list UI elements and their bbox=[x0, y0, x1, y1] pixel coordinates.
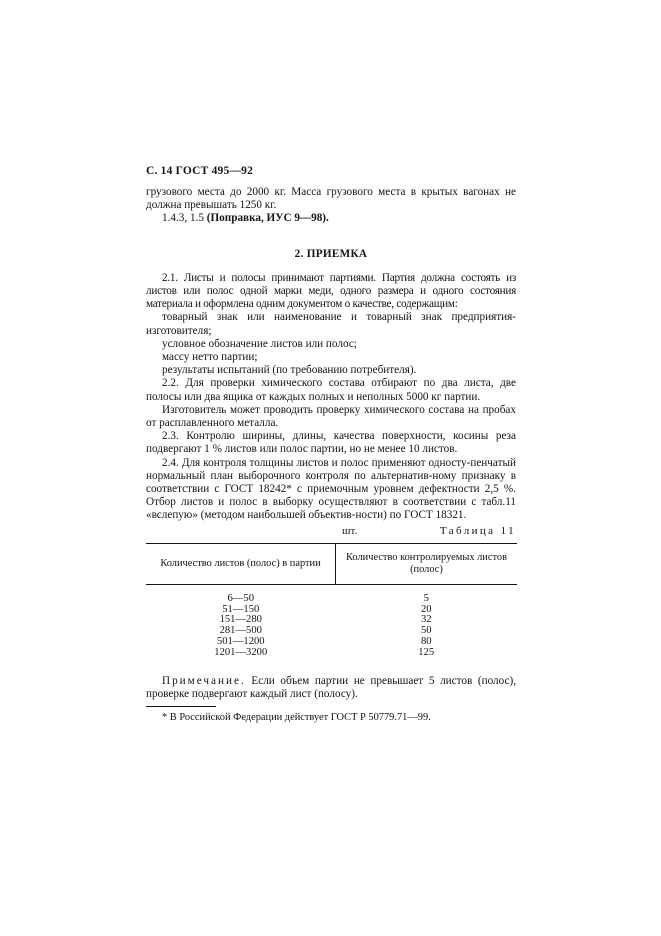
table-header-cell: Количество контролируемых листов (полос) bbox=[336, 543, 518, 584]
table-11 bbox=[146, 543, 517, 663]
table-cell: 125 bbox=[418, 646, 435, 658]
paragraph-2-1: 2.1. Листы и полосы принимают партиями. Партия должна состоять из листов или полос одной марки меди, одного размера и одного состояния материала и оформлена одним документом о качестве, содержащим: bbox=[146, 271, 516, 311]
list-item: товарный знак или наименование и товарный знак предприятия-изготовителя; bbox=[146, 311, 516, 337]
amendment-bold: (Поправка, ИУС 9—98). bbox=[206, 212, 329, 225]
table-cell: 51—150 bbox=[222, 603, 260, 615]
table-header-cell: Количество листов (полос) в партии bbox=[146, 543, 336, 584]
table-row bbox=[146, 615, 517, 626]
table-cell: 20 bbox=[420, 603, 432, 615]
amendment-line bbox=[146, 212, 516, 225]
table-cell: 80 bbox=[420, 636, 432, 648]
table-row bbox=[146, 584, 517, 604]
table-cell: 5 bbox=[423, 592, 429, 604]
table-row bbox=[146, 626, 517, 637]
table-row bbox=[146, 648, 517, 663]
note-label: Примечание. bbox=[162, 674, 246, 687]
paragraph-2-4: 2.4. Для контроля толщины листов и полос применяют односту-пенчатый нормальный план выборочного контроля по альтернатив-ному признаку в соответствии с ГОСТ 18242* с приемочным уровнем дефектности 2,5 %. Отбор листов и полос в выборку осуществляют в соответствии с табл.11 «вслепую» (методом наибольшей объектив-ности) по ГОСТ 18321. bbox=[146, 456, 516, 522]
table-cell: 1201—3200 bbox=[214, 646, 268, 658]
table-cell: 6—50 bbox=[227, 592, 254, 604]
table-caption-row bbox=[146, 525, 516, 538]
table-cell: 281—500 bbox=[219, 625, 262, 637]
table-cell: 32 bbox=[420, 614, 432, 626]
section-title: 2. ПРИЕМКА bbox=[294, 247, 368, 260]
paragraph-2-2: 2.2. Для проверки химического состава отбирают по два листа, две полосы или два ящика от каждых полных и неполных 5000 кг партии. bbox=[146, 377, 516, 403]
note-text: Если объем партии не превышает 5 листов (полос), проверке подвергают каждый лист (полосу). bbox=[146, 674, 516, 700]
table-row bbox=[146, 637, 517, 648]
page-header: С. 14 ГОСТ 495—92 bbox=[146, 165, 254, 177]
document-body bbox=[146, 186, 516, 724]
table-caption: Таблица 11 bbox=[439, 524, 516, 537]
table-header-row bbox=[146, 543, 517, 584]
paragraph-2-3: 2.3. Контролю ширины, длины, качества поверхности, косины реза подвергают 1 % листов или полос партии, но не менее 10 листов. bbox=[146, 430, 516, 456]
table-unit: шт. bbox=[342, 524, 358, 537]
footnote-divider bbox=[146, 706, 216, 707]
footnote: * В Российской Федерации действует ГОСТ Р 50779.71—99. bbox=[162, 712, 431, 724]
paragraph-continuation: грузового места до 2000 кг. Масса грузового места в крытых вагонах не должна превышать 1250 кг. bbox=[146, 186, 516, 212]
table-cell: 151—280 bbox=[219, 614, 262, 626]
table-cell: 501—1200 bbox=[216, 636, 265, 648]
list-item: условное обозначение листов или полос; bbox=[162, 337, 357, 350]
table-cell: 50 bbox=[420, 625, 432, 637]
list-item: результаты испытаний (по требованию потребителя). bbox=[162, 364, 417, 377]
table-row bbox=[146, 605, 517, 616]
amendment-prefix: 1.4.3, 1.5 bbox=[162, 212, 207, 225]
table-note bbox=[146, 675, 516, 701]
list-item: массу нетто партии; bbox=[162, 351, 258, 364]
paragraph-2-2-b: Изготовитель может проводить проверку химического состава на пробах от расплавленного металла. bbox=[146, 403, 516, 430]
